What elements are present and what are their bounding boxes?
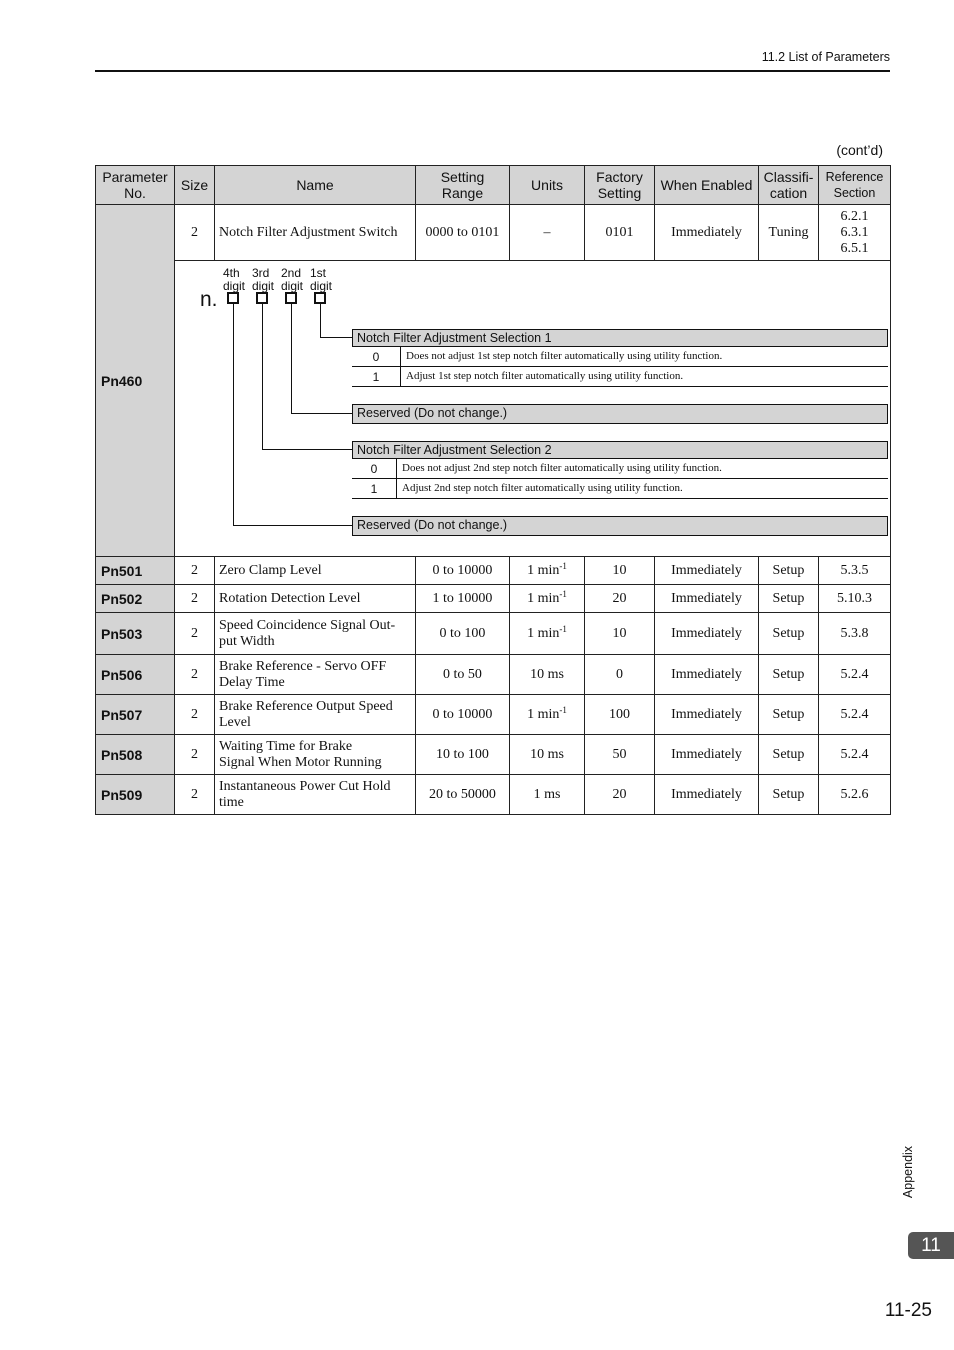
param-classification: Setup — [759, 585, 819, 613]
col-header-reference-section: Reference Section — [819, 166, 891, 205]
param-name-line: Zero Clamp Level — [219, 562, 322, 578]
param-enabled: Immediately — [655, 655, 759, 695]
digit-diagram-cell — [175, 261, 891, 557]
param-classification: Tuning — [759, 205, 819, 261]
col-header-size: Size — [175, 166, 215, 205]
digit-prefix: n. — [200, 288, 218, 311]
param-enabled: Immediately — [655, 735, 759, 775]
param-factory: 10 — [585, 557, 655, 585]
option-description: Adjust 1st step notch filter automatically using utility function. — [400, 367, 683, 386]
digit-label-2nd: 2nd digit — [281, 266, 304, 293]
table-row — [96, 655, 891, 695]
param-classification: Setup — [759, 735, 819, 775]
table-header-row — [96, 166, 891, 205]
param-enabled: Immediately — [655, 613, 759, 655]
table-row — [96, 557, 891, 585]
param-number: Pn503 — [96, 613, 175, 655]
connector-line — [262, 304, 263, 449]
param-name-line: Level — [219, 714, 251, 730]
param-reference: 5.2.4 — [819, 695, 891, 735]
param-reference: 5.2.4 — [819, 655, 891, 695]
col-header-classification: Classifi- cation — [759, 166, 819, 205]
param-units — [510, 585, 585, 613]
units-exponent: -1 — [559, 623, 567, 634]
connector-line — [291, 413, 352, 414]
col-header-param-no: Parameter No. — [96, 166, 175, 205]
units-value: 10 ms — [530, 666, 564, 682]
selection-2-title: Notch Filter Adjustment Selection 2 — [352, 441, 888, 459]
param-factory: 20 — [585, 585, 655, 613]
param-reference: 5.3.5 — [819, 557, 891, 585]
param-units — [510, 735, 585, 775]
digit-diagram — [175, 261, 891, 556]
param-name — [215, 735, 416, 775]
param-units — [510, 775, 585, 815]
param-classification: Setup — [759, 557, 819, 585]
side-section-label: Appendix — [901, 1145, 915, 1199]
table-row — [96, 585, 891, 613]
param-enabled: Immediately — [655, 775, 759, 815]
col-header-units: Units — [510, 166, 585, 205]
digit-label-1st: 1st digit — [310, 266, 333, 293]
option-description: Adjust 2nd step notch filter automatically using utility function. — [396, 479, 683, 498]
param-factory: 10 — [585, 613, 655, 655]
param-name: Notch Filter Adjustment Switch — [215, 205, 416, 261]
parameter-rows — [96, 557, 891, 815]
param-size: 2 — [175, 655, 215, 695]
table-row — [96, 205, 891, 261]
param-factory: 100 — [585, 695, 655, 735]
table-row — [96, 735, 891, 775]
param-enabled: Immediately — [655, 695, 759, 735]
param-name-line: Rotation Detection Level — [219, 590, 361, 606]
digit-label-3rd: 3rd digit — [252, 266, 275, 293]
param-name-line: Brake Reference - Servo OFF — [219, 658, 387, 674]
param-range: 0 to 10000 — [416, 557, 510, 585]
param-size: 2 — [175, 735, 215, 775]
param-classification: Setup — [759, 613, 819, 655]
param-range: 10 to 100 — [416, 735, 510, 775]
param-name — [215, 655, 416, 695]
param-name — [215, 585, 416, 613]
param-units — [510, 613, 585, 655]
param-enabled: Immediately — [655, 205, 759, 261]
param-classification: Setup — [759, 695, 819, 735]
digit-box-1st — [314, 292, 326, 304]
param-number: Pn509 — [96, 775, 175, 815]
param-name — [215, 557, 416, 585]
option-row — [352, 347, 888, 367]
param-size: 2 — [175, 557, 215, 585]
table-row — [96, 775, 891, 815]
col-header-factory-setting: Factory Setting — [585, 166, 655, 205]
option-value: 1 — [372, 370, 380, 384]
connector-line — [291, 304, 292, 413]
param-range: 0 to 50 — [416, 655, 510, 695]
param-range: 20 to 50000 — [416, 775, 510, 815]
param-reference: 5.10.3 — [819, 585, 891, 613]
connector-line — [320, 337, 352, 338]
option-value: 0 — [370, 462, 378, 476]
param-reference: 6.2.1 6.3.1 6.5.1 — [819, 205, 891, 261]
option-description: Does not adjust 2nd step notch filter automatically using utility function. — [396, 459, 722, 478]
continued-label: (cont’d) — [836, 142, 883, 158]
param-number: Pn460 — [96, 205, 175, 557]
param-name-line: Signal When Motor Running — [219, 754, 382, 770]
option-value: 0 — [372, 350, 380, 364]
col-header-setting-range: Setting Range — [416, 166, 510, 205]
param-range: 0000 to 0101 — [416, 205, 510, 261]
param-factory: 0 — [585, 655, 655, 695]
param-size: 2 — [175, 695, 215, 735]
units-exponent: -1 — [559, 560, 567, 571]
param-number: Pn508 — [96, 735, 175, 775]
running-header: 11.2 List of Parameters — [761, 50, 890, 64]
connector-line — [262, 449, 352, 450]
param-name — [215, 695, 416, 735]
selection-1-title: Notch Filter Adjustment Selection 1 — [352, 329, 888, 347]
units-value: 1 min — [527, 590, 560, 606]
param-name-line: Speed Coincidence Signal Out- — [219, 617, 396, 633]
option-description: Does not adjust 1st step notch filter automatically using utility function. — [400, 347, 722, 366]
units-value: 1 min — [527, 562, 560, 578]
col-header-name: Name — [215, 166, 416, 205]
digit-box-2nd — [285, 292, 297, 304]
param-number: Pn507 — [96, 695, 175, 735]
header-rule — [95, 70, 890, 72]
param-range: 0 to 100 — [416, 613, 510, 655]
param-name-line: Brake Reference Output Speed — [219, 698, 393, 714]
param-name-line: Waiting Time for Brake — [219, 738, 353, 754]
param-reference: 5.2.4 — [819, 735, 891, 775]
param-size: 2 — [175, 205, 215, 261]
option-row — [352, 459, 888, 479]
param-reference: 5.2.6 — [819, 775, 891, 815]
connector-line — [233, 304, 234, 525]
parameter-table — [95, 165, 891, 815]
param-enabled: Immediately — [655, 585, 759, 613]
units-value: 1 ms — [533, 786, 561, 802]
units-exponent: -1 — [559, 704, 567, 715]
param-name-line: Delay Time — [219, 674, 285, 690]
digit-box-3rd — [256, 292, 268, 304]
col-header-when-enabled: When Enabled — [655, 166, 759, 205]
param-name-line: put Width — [219, 633, 275, 649]
param-units — [510, 655, 585, 695]
chapter-tab: 11 — [908, 1232, 954, 1259]
reserved-1-bar: Reserved (Do not change.) — [352, 404, 888, 424]
table-row — [96, 613, 891, 655]
param-name — [215, 775, 416, 815]
param-enabled: Immediately — [655, 557, 759, 585]
param-name-line: time — [219, 794, 244, 810]
param-classification: Setup — [759, 655, 819, 695]
page-number: 11-25 — [884, 1300, 932, 1321]
connector-line — [233, 525, 352, 526]
param-units — [510, 695, 585, 735]
table-row-diagram — [96, 261, 891, 557]
param-reference: 5.3.8 — [819, 613, 891, 655]
param-size: 2 — [175, 613, 215, 655]
connector-line — [320, 304, 321, 337]
param-units — [510, 557, 585, 585]
param-factory: 0101 — [585, 205, 655, 261]
param-size: 2 — [175, 775, 215, 815]
digit-label-4th: 4th digit — [223, 266, 246, 293]
param-number: Pn502 — [96, 585, 175, 613]
units-value: 10 ms — [530, 746, 564, 762]
reserved-2-bar: Reserved (Do not change.) — [352, 516, 888, 536]
param-range: 1 to 10000 — [416, 585, 510, 613]
digit-box-4th — [227, 292, 239, 304]
param-units: – — [510, 205, 585, 261]
param-factory: 50 — [585, 735, 655, 775]
param-size: 2 — [175, 585, 215, 613]
param-name — [215, 613, 416, 655]
param-number: Pn501 — [96, 557, 175, 585]
units-value: 1 min — [527, 706, 560, 722]
param-name-line: Instantaneous Power Cut Hold — [219, 778, 391, 794]
param-factory: 20 — [585, 775, 655, 815]
param-number: Pn506 — [96, 655, 175, 695]
param-classification: Setup — [759, 775, 819, 815]
units-exponent: -1 — [559, 588, 567, 599]
units-value: 1 min — [527, 625, 560, 641]
option-value: 1 — [370, 482, 378, 496]
option-row — [352, 367, 888, 387]
option-row — [352, 479, 888, 499]
table-row — [96, 695, 891, 735]
param-range: 0 to 10000 — [416, 695, 510, 735]
